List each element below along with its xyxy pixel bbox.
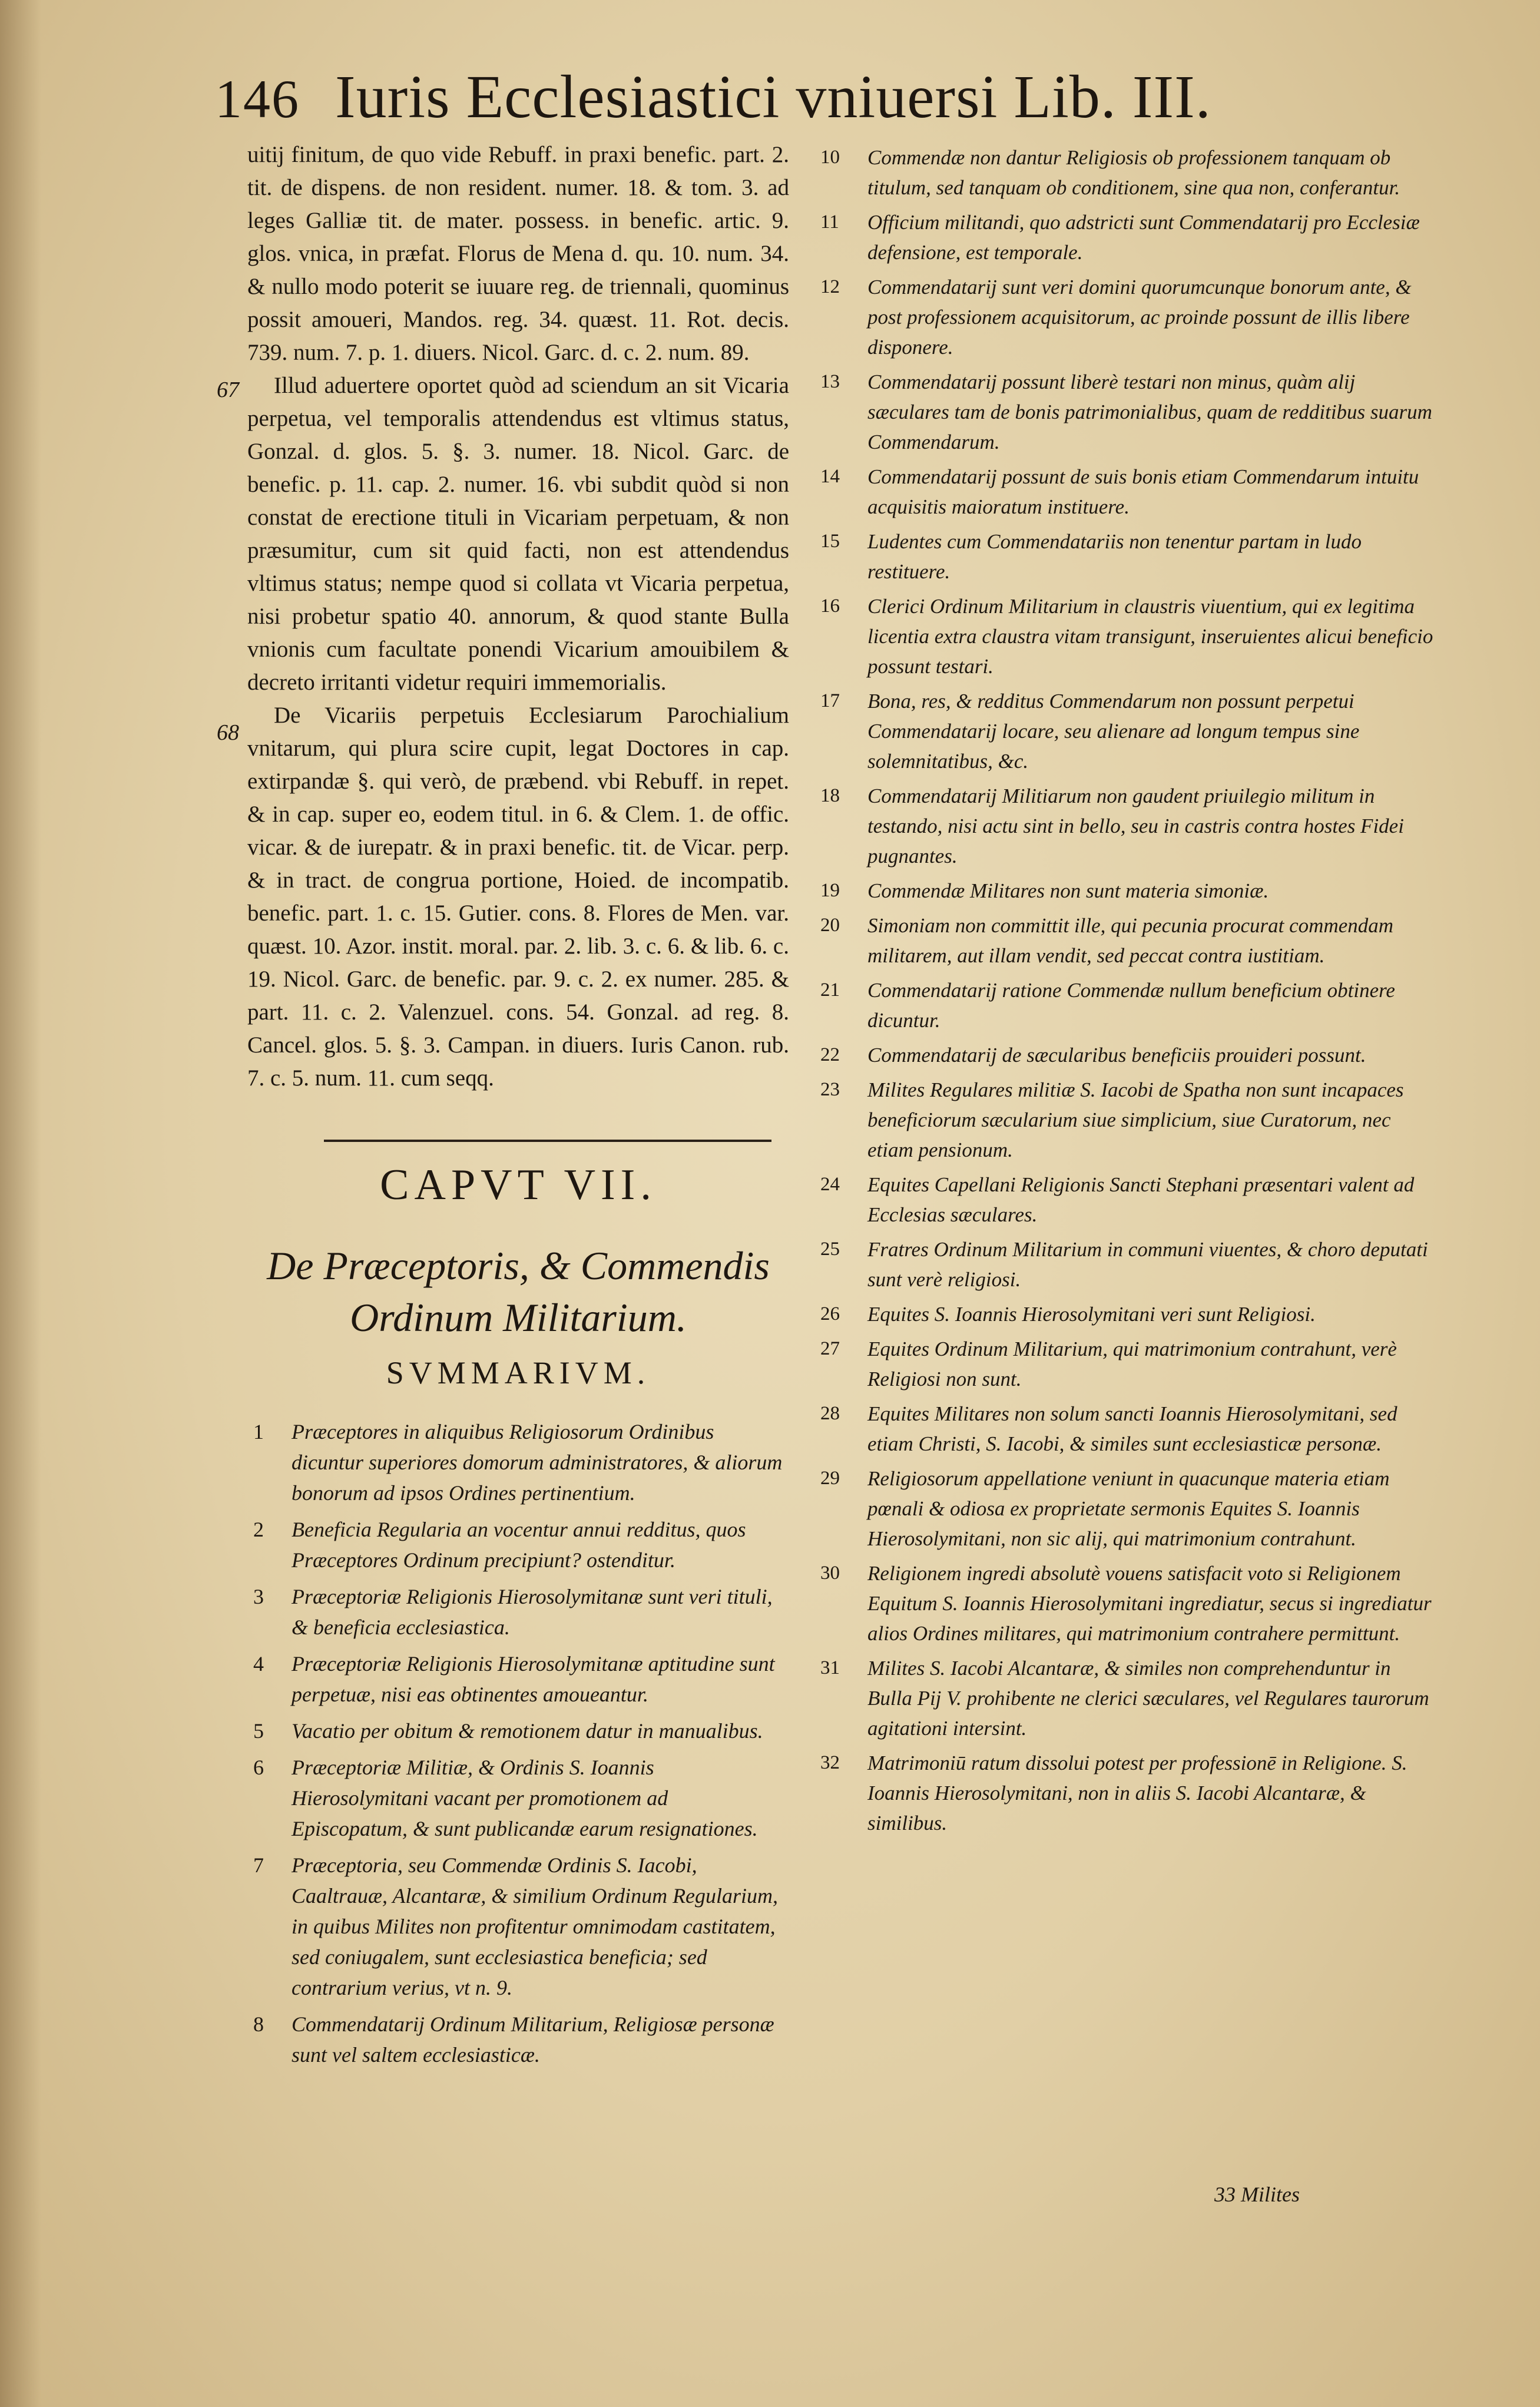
summary-item: [816, 143, 1440, 203]
margin-number-67: 67: [217, 378, 239, 402]
summary-item-number: 17: [820, 690, 840, 711]
summary-item-text: Equites S. Ioannis Hierosolymitani veri sunt Religiosi.: [867, 1303, 1316, 1326]
summary-item: [247, 1416, 789, 1508]
summary-title: SVMMARIVM.: [386, 1355, 651, 1390]
summary-item-text: Commendatarij de sæcularibus beneficiis prouideri possunt.: [867, 1044, 1366, 1067]
summary-item-text: Præceptores in aliquibus Religiosorum Ordinibus dicuntur superiores domorum administratores, & aliorum bonorum ad ipsos Ordines pertinentium.: [292, 1420, 783, 1505]
summary-item: [816, 911, 1440, 971]
summary-item-number: 23: [820, 1079, 840, 1100]
summary-item-text: Clerici Ordinum Militarium in claustris viuentium, qui ex legitima licentia extra claustra vitam transigunt, inseruientes alicui beneficio possunt testari.: [867, 595, 1433, 678]
summary-item-number: 4: [253, 1652, 264, 1676]
summary-item: [247, 1752, 789, 1844]
summary-item-text: Simoniam non committit ille, qui pecunia procurat commendam militarem, aut illam vendit, sed peccat contra iustitiam.: [867, 914, 1394, 967]
summary-item-text: Commendatarij possunt liberè testari non minus, quàm alij sæculares tam de bonis patrimonialibus, quam de redditibus suarum Commendarum.: [867, 370, 1432, 453]
summary-item-text: Commendæ non dantur Religiosis ob professionem tanquam ob titulum, sed tanquam ob conditionem, sine qua non, conferantur.: [867, 146, 1400, 199]
summary-item: [816, 1040, 1440, 1070]
summary-item: [247, 1514, 789, 1575]
page-edge-shadow: [0, 0, 41, 2407]
summary-item-text: Commendatarij ratione Commendæ nullum beneficium obtinere dicuntur.: [867, 979, 1395, 1032]
summary-list: [247, 1416, 789, 2076]
summary-item-text: Bona, res, & redditus Commendarum non possunt perpetui Commendatarij locare, seu alienare ad longum tempus sine solemnitatibus, &c.: [867, 690, 1360, 773]
summary-item: [816, 781, 1440, 871]
summary-item-number: 2: [253, 1518, 264, 1541]
summary-item: [816, 876, 1440, 906]
summary-item-number: 13: [820, 371, 840, 392]
summary-item: [816, 686, 1440, 776]
summary-item-text: Vacatio per obitum & remotionem datur in manualibus.: [292, 1719, 763, 1743]
paragraph-67: Illud aduertere oportet quòd ad sciendum an sit Vicaria perpetua, vel temporalis attendendus est vltimus status, Gonzal. d. glos. 5. §. 3. numer. 18. Nicol. Garc. de benefic. p. 11. cap. 2. numer. 16. vbi subdit quòd si non constat de erectione tituli in Vicariam perpetuam, & non præsumitur, cum sit quid facti, non est attendendus vltimus status; nempe quod si collata vt Vicaria perpetua, nisi probetur spatio 40. annorum, & quod stante Bulla vnionis cum facultate ponendi Vicarium amouibilem & decreto irritanti videtur requiri immemorialis.: [247, 373, 789, 695]
summary-item-number: 18: [820, 785, 840, 806]
summary-item: [816, 1558, 1440, 1648]
summary-item-text: Officium militandi, quo adstricti sunt Commendatarij pro Ecclesiæ defensione, est temporale.: [867, 211, 1420, 264]
page-number: 146: [215, 69, 300, 129]
summary-item-number: 20: [820, 915, 840, 936]
summary-item-text: Commendatarij Ordinum Militarium, Religiosæ personæ sunt vel saltem ecclesiasticæ.: [292, 2012, 774, 2067]
summary-item-number: 5: [253, 1719, 264, 1743]
summary-item-text: Commendæ Militares non sunt materia simoniæ.: [867, 879, 1269, 902]
summary-item: [816, 1299, 1440, 1329]
summary-item-text: Equites Capellani Religionis Sancti Stephani præsentari valent ad Ecclesias sæculares.: [867, 1173, 1415, 1226]
summary-item-number: 27: [820, 1338, 840, 1359]
summary-item-text: Commendatarij sunt veri domini quorumcunque bonorum ante, & post professionem acquisitorum, ac proinde possunt de illis libere disponere.: [867, 276, 1412, 359]
summary-item-text: Præceptoria, seu Commendæ Ordinis S. Iacobi, Caaltrauæ, Alcantaræ, & similium Ordinum Regularium, in quibus Milites non profitentur omnimodam castitatem, sed coniugalem, sunt ecclesiastica beneficia; sed contrarium verius, vt n. 9.: [292, 1853, 779, 1999]
right-column: [816, 143, 1440, 1843]
summary-item-number: 28: [820, 1403, 840, 1424]
chapter-subtitle-line1: De Præceptoris, & Commendis: [267, 1243, 770, 1288]
section-divider: [324, 1140, 771, 1142]
summary-item: [816, 1234, 1440, 1294]
summary-item: [816, 1464, 1440, 1554]
summary-item: [247, 1850, 789, 2003]
summary-item: [247, 1581, 789, 1643]
summary-item: [816, 591, 1440, 681]
summary-item-number: 3: [253, 1585, 264, 1608]
summary-item-number: 22: [820, 1044, 840, 1065]
summary-item-text: Præceptoriæ Religionis Hierosolymitanæ sunt veri tituli, & beneficia ecclesiastica.: [292, 1585, 773, 1639]
summary-item-number: 15: [820, 531, 840, 552]
summary-item-text: Milites S. Iacobi Alcantaræ, & similes non comprehenduntur in Bulla Pij V. prohibente ne clerici sæculares, vel Regulares taurorum agitationi intersint.: [867, 1657, 1429, 1740]
summary-item-number: 10: [820, 147, 840, 168]
summary-item-text: Commendatarij Militiarum non gaudent priuilegio militum in testando, nisi actu sint in bello, seu in castris contra hostes Fidei pugnantes.: [867, 784, 1404, 868]
summary-item: [816, 1748, 1440, 1838]
summary-item: [247, 2009, 789, 2070]
paragraph-continuation: uitij finitum, de quo vide Rebuff. in praxi benefic. part. 2. tit. de dispens. de non resident. numer. 18. & tom. 3. ad leges Galliæ tit. de mater. possess. in benefic. artic. 9. glos. vnica, in præfat. Florus de Mena d. qu. 10. num. 34. & nullo modo poterit se iuuare reg. de triennali, quominus possit amoueri, Mandos. reg. 34. quæst. 11. Rot. decis. 739. num. 7. p. 1. diuers. Nicol. Garc. d. c. 2. num. 89.: [247, 142, 789, 365]
summary-item-number: 16: [820, 595, 840, 617]
summary-item: [816, 527, 1440, 587]
summary-item-text: Fratres Ordinum Militarium in communi viuentes, & choro deputati sunt verè religiosi.: [867, 1238, 1428, 1291]
summary-item: [816, 1170, 1440, 1230]
chapter-subtitle: [247, 1240, 789, 1343]
chapter-subtitle-line2: Ordinum Militarium.: [350, 1295, 687, 1340]
summary-item-text: Commendatarij possunt de suis bonis etiam Commendarum intuitu acquisitis maioratum instituere.: [867, 465, 1419, 518]
left-column: [247, 138, 789, 1095]
summary-item: [816, 1399, 1440, 1459]
summary-item: [816, 272, 1440, 362]
summary-item-text: Equites Ordinum Militarium, qui matrimonium contrahunt, verè Religiosi non sunt.: [867, 1337, 1397, 1390]
summary-item-number: 30: [820, 1562, 840, 1584]
summary-item: [816, 462, 1440, 522]
summary-item-text: Milites Regulares militiæ S. Iacobi de Spatha non sunt incapaces beneficiorum sæcularium siue simplicium, siue Curatorum, nec etiam pensionum.: [867, 1078, 1404, 1161]
summary-item-text: Religionem ingredi absolutè vouens satisfacit voto si Religionem Equitum S. Ioannis Hierosolymitani ingrediatur, secus si ingrediatur alios Ordines militares, qui matrimonium contrahere permittunt.: [867, 1562, 1432, 1645]
summary-item-number: 26: [820, 1303, 840, 1325]
summary-item-number: 7: [253, 1853, 264, 1877]
summary-item: [816, 1075, 1440, 1165]
page-header: [215, 62, 1334, 144]
summary-item-number: 32: [820, 1752, 840, 1773]
summary-item-number: 6: [253, 1756, 264, 1779]
summary-item: [816, 1653, 1440, 1743]
catchword: 33 Milites: [1214, 2183, 1300, 2206]
summary-item-number: 14: [820, 466, 840, 487]
summary-item-text: Equites Militares non solum sancti Ioannis Hierosolymitani, sed etiam Christi, S. Iacobi, & similes sunt ecclesiasticæ personæ.: [867, 1402, 1397, 1455]
summary-item: [816, 207, 1440, 267]
margin-number-68: 68: [217, 720, 239, 745]
summary-item: [816, 367, 1440, 457]
summary-item: [247, 1648, 789, 1710]
summary-item-number: 12: [820, 276, 840, 297]
running-title: Iuris Ecclesiastici vniuersi Lib. III.: [335, 63, 1211, 131]
summary-item-number: 1: [253, 1420, 264, 1443]
chapter-title: CAPVT VII.: [380, 1161, 657, 1209]
summary-item: [816, 975, 1440, 1035]
summary-item-text: Beneficia Regularia an vocentur annui redditus, quos Præceptores Ordinum precipiunt? ostenditur.: [292, 1518, 746, 1572]
summary-item-number: 31: [820, 1657, 840, 1678]
summary-item-text: Præceptoriæ Religionis Hierosolymitanæ aptitudine sunt perpetuæ, nisi eas obtinentes amoueantur.: [292, 1652, 775, 1706]
summary-item-number: 21: [820, 979, 840, 1001]
summary-item: [247, 1716, 789, 1746]
paragraph-68: De Vicariis perpetuis Ecclesiarum Parochialium vnitarum, qui plura scire cupit, legat Doctores in cap. extirpandæ §. qui verò, de præbend. vbi Rebuff. in repet. & in cap. super eo, eodem titul. in 6. & Clem. 1. de offic. vicar. & de iurepatr. & in praxi benefic. tit. de Vicar. perp. & in tract. de congrua portione, Hoied. de incompatib. benefic. part. 1. c. 15. Gutier. cons. 8. Flores de Men. var. quæst. 10. Azor. instit. moral. par. 2. lib. 3. c. 6. & lib. 6. c. 19. Nicol. Garc. de benefic. par. 9. c. 2. ex numer. 285. & part. 11. c. 2. Valenzuel. cons. 54. Gonzal. ad reg. 8. Cancel. glos. 5. §. 3. Campan. in diuers. Iuris Canon. rub. 7. c. 5. num. 11. cum seqq.: [247, 703, 789, 1091]
summary-item-text: Ludentes cum Commendatariis non tenentur partam in ludo restituere.: [867, 530, 1362, 583]
summary-item-number: 11: [820, 211, 839, 233]
summary-item-text: Præceptoriæ Militiæ, & Ordinis S. Ioannis Hierosolymitani vacant per promotionem ad Episcopatum, & sunt publicandæ earum resignationes.: [292, 1756, 758, 1840]
summary-item-number: 8: [253, 2012, 264, 2036]
summary-item-number: 24: [820, 1174, 840, 1195]
summary-item: [816, 1334, 1440, 1394]
summary-item-text: Matrimoniū ratum dissolui potest per professionē in Religione. S. Ioannis Hierosolymitani, non in aliis S. Iacobi Alcantaræ, & similibus.: [867, 1752, 1407, 1835]
summary-item-number: 19: [820, 880, 840, 901]
summary-item-text: Religiosorum appellatione veniunt in quacunque materia etiam pœnali & odiosa ex proprietate sermonis Equites S. Ioannis Hierosolymitani, non sic alij, qui matrimonium contrahunt.: [867, 1467, 1390, 1550]
summary-item-number: 25: [820, 1239, 840, 1260]
summary-item-number: 29: [820, 1468, 840, 1489]
